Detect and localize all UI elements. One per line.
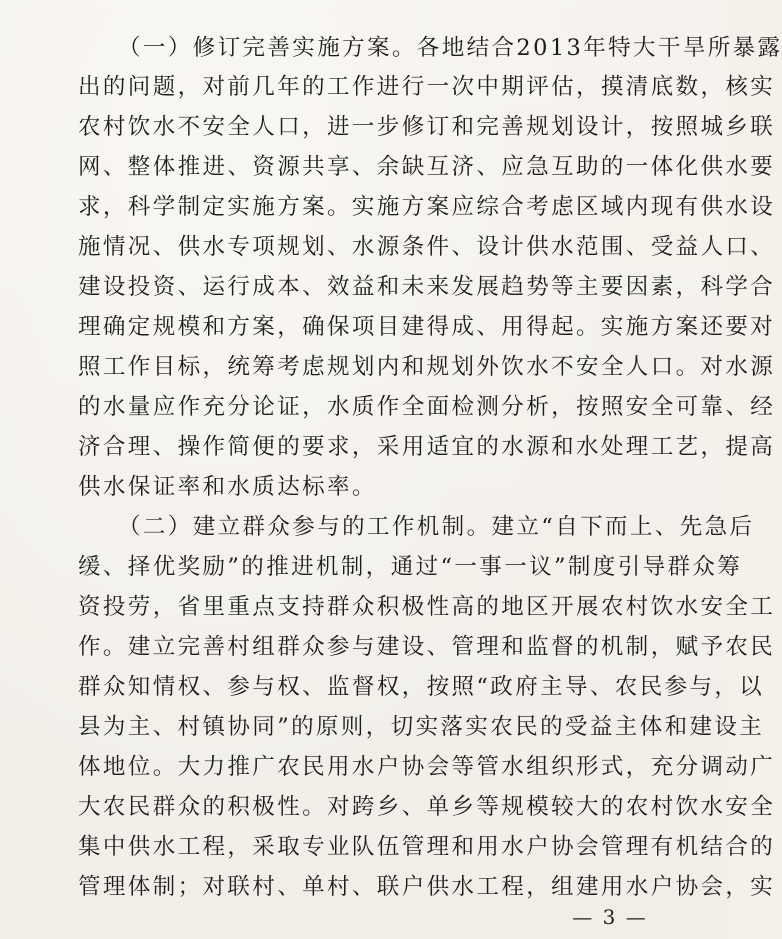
text-line: 群众知情权、参与权、监督权，按照“政府主导、农民参与，以: [78, 674, 765, 700]
text-line: 缓、择优奖励”的推进机制，通过“一事一议”制度引导群众筹: [78, 554, 743, 580]
text-line: 体地位。大力推广农民用水户协会等管水组织形式，充分调动广: [78, 754, 776, 780]
text-line: 照工作目标，统筹考虑规划内和规划外饮水不安全人口。对水源: [78, 354, 776, 380]
text-line: 农村饮水不安全人口，进一步修订和完善规划设计，按照城乡联: [78, 114, 776, 140]
text-line: 理确定规模和方案，确保项目建得成、用得起。实施方案还要对: [78, 314, 776, 340]
text-line: 作。建立完善村组群众参与建设、管理和监督的机制，赋予农民: [78, 634, 776, 660]
text-line: 求，科学制定实施方案。实施方案应综合考虑区域内现有供水设: [78, 194, 776, 220]
text-line: 管理体制；对联村、单村、联户供水工程，组建用水户协会，实: [78, 874, 776, 900]
text-line: 建设投资、运行成本、效益和未来发展趋势等主要因素，科学合: [78, 274, 776, 300]
page-number: — 3 —: [572, 905, 648, 929]
text-line: 资投劳，省里重点支持群众积极性高的地区开展农村饮水安全工: [78, 594, 776, 620]
text-line: （一）修订完善实施方案。各地结合2013年特大干旱所暴露: [118, 35, 782, 61]
text-line: 济合理、操作简便的要求，采用适宜的水源和水处理工艺，提高: [78, 434, 776, 460]
text-line: 的水量应作充分论证，水质作全面检测分析，按照安全可靠、经: [78, 394, 776, 420]
text-line: 施情况、供水专项规划、水源条件、设计供水范围、受益人口、: [78, 234, 776, 260]
text-line: 出的问题，对前几年的工作进行一次中期评估，摸清底数，核实: [78, 74, 776, 100]
text-line: 供水保证率和水质达标率。: [78, 474, 377, 500]
text-line: （二）建立群众参与的工作机制。建立“自下而上、先急后: [118, 514, 755, 540]
text-line: 网、整体推进、资源共享、余缺互济、应急互助的一体化供水要: [78, 154, 776, 180]
text-line: 县为主、村镇协同”的原则，切实落实农民的受益主体和建设主: [78, 714, 765, 740]
text-line: 大农民群众的积极性。对跨乡、单乡等规模较大的农村饮水安全: [78, 794, 776, 820]
text-line: 集中供水工程，采取专业队伍管理和用水户协会管理有机结合的: [78, 834, 776, 860]
